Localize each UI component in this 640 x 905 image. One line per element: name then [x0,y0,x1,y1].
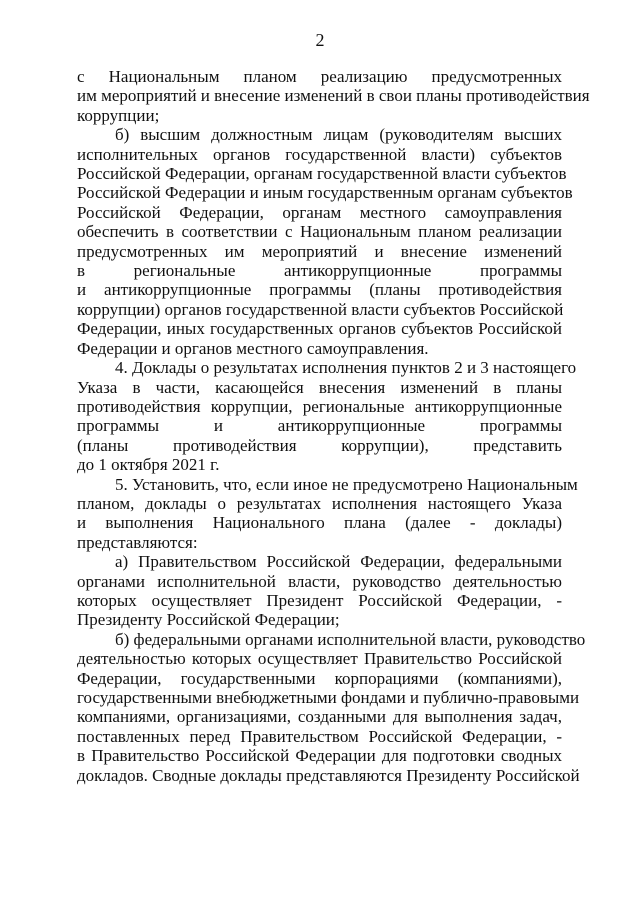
text-line: Российской Федерации, органам государственной власти субъектов [77,164,567,184]
text-line: исполнительных органов государственной власти) субъектов [77,144,562,164]
text-line: Федерации, иных государственных органов субъектов Российской [77,319,562,339]
text-line: б) высшим должностным лицам (руководителям высших [115,125,562,145]
text-line: поставленных перед Правительством Российской Федерации, - [77,726,562,746]
text-line: государственными внебюджетными фондами и публично-правовыми [77,688,580,707]
text-line: б) федеральными органами исполнительной власти, руководство [115,629,586,649]
text-line: Российской Федерации и иным государственным органам субъектов [77,183,573,203]
text-line: компаниями, организациями, созданными для выполнения задач, [77,707,562,727]
text-line: обеспечить в соответствии с Национальным планом реализации [77,222,562,242]
page-number: 2 [315,30,325,50]
text-line: Российской Федерации, органам местного самоуправления [77,202,562,222]
text-line: деятельностью которых осуществляет Правительство Российской [77,649,562,669]
text-line: Президенту Российской Федерации; [77,610,340,630]
text-line: Федерации и органов местного самоуправления. [77,338,429,358]
text-line: программы и антикоррупционные программы [77,416,562,436]
text-line: Указа в части, касающейся внесения изменений в планы [77,377,562,397]
text-line: в Правительство Российской Федерации для подготовки сводных [77,746,562,766]
document-body [77,67,590,785]
text-line: представляются: [77,532,198,552]
text-line: планом, доклады о результатах исполнения настоящего Указа [77,493,562,513]
text-line: коррупции; [77,105,160,125]
text-line: коррупции) органов государственной власти субъектов Российской [77,299,564,319]
text-line: органами исполнительной власти, руководство деятельностью [77,571,562,591]
text-line: 4. Доклады о результатах исполнения пунктов 2 и 3 настоящего [115,358,577,378]
text-line: и антикоррупционные программы (планы противодействия [77,280,562,300]
text-line: (планы противодействия коррупции), представить [77,435,562,455]
text-line: противодействия коррупции, региональные антикоррупционные [77,396,562,416]
text-line: а) Правительством Российской Федерации, федеральными [115,552,562,572]
text-line: и выполнения Национального плана (далее - доклады) [77,513,562,533]
text-line: им мероприятий и внесение изменений в свои планы противодействия [77,86,590,106]
text-line: Федерации, государственными корпорациями (компаниями), [77,668,562,688]
text-line: которых осуществляет Президент Российской Федерации, - [77,590,562,610]
text-line: докладов. Сводные доклады представляются Президенту Российской [77,765,580,785]
text-line: предусмотренных им мероприятий и внесение изменений [77,241,562,261]
text-line: до 1 октября 2021 г. [77,455,220,475]
text-line: с Национальным планом реализацию предусмотренных [77,67,562,86]
text-line: 5. Установить, что, если иное не предусмотрено Национальным [115,474,578,494]
text-line: в региональные антикоррупционные программы [77,261,562,281]
